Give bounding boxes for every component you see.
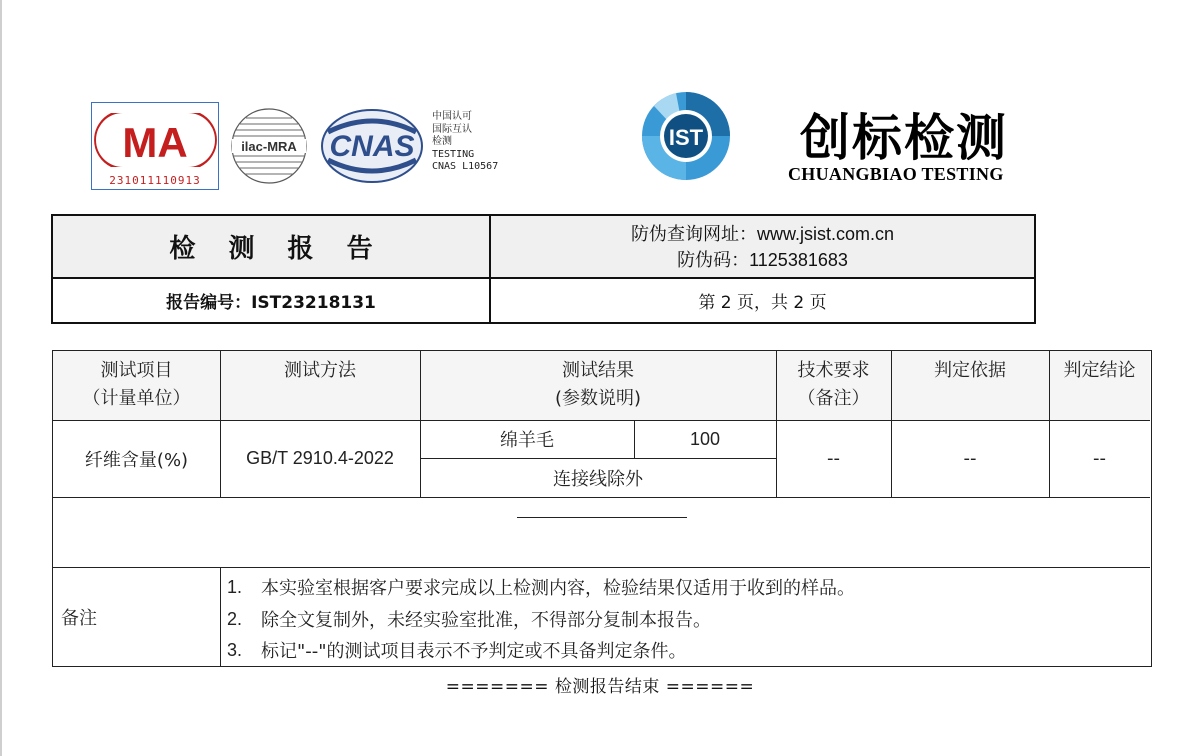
cnas-logo bbox=[320, 108, 424, 184]
cnas-caption-line: 中国认可 bbox=[432, 111, 472, 122]
remark-item bbox=[221, 604, 711, 634]
cma-mark-icon bbox=[93, 105, 218, 175]
cnas-caption bbox=[432, 111, 498, 174]
cell-note: 连接线除外 bbox=[553, 468, 643, 490]
page-info: 第 2 页，共 2 页 bbox=[698, 293, 827, 313]
grid-line bbox=[53, 497, 1150, 498]
cell-tech-req: -- bbox=[827, 448, 840, 469]
grid-line bbox=[776, 351, 777, 497]
col-header-tech-req bbox=[776, 351, 891, 420]
cnas-caption-line: CNAS L10567 bbox=[432, 161, 499, 172]
grid-line bbox=[220, 351, 221, 497]
ilac-mra-logo bbox=[228, 106, 310, 186]
brand-name-en: CHUANGBIAO TESTING bbox=[788, 164, 1004, 184]
grid-line bbox=[634, 420, 635, 458]
blank-separator-line bbox=[517, 517, 687, 518]
grid-line bbox=[220, 567, 221, 666]
col-header-line: 测试方法 bbox=[284, 360, 356, 381]
anti-fake-info bbox=[491, 216, 1034, 279]
grid-line bbox=[891, 351, 892, 497]
grid-line bbox=[420, 351, 421, 497]
ist-logo bbox=[636, 84, 736, 184]
col-header-line: (参数说明) bbox=[554, 388, 642, 409]
remark-text: 除全文复制外，未经实验室批准，不得部分复制本报告。 bbox=[261, 610, 711, 631]
remark-number: 3. bbox=[227, 639, 243, 660]
cnas-caption-line: 国际互认 bbox=[432, 123, 472, 135]
remark-number: 1. bbox=[227, 576, 243, 597]
remarks-label: 备注 bbox=[61, 607, 97, 629]
col-header-item bbox=[53, 351, 220, 420]
anti-fake-url: 防伪查询网址：www.jsist.com.cn bbox=[630, 223, 895, 244]
cnas-caption-line: 检测 bbox=[432, 136, 452, 147]
page-left-edge bbox=[0, 0, 2, 756]
col-header-basis bbox=[891, 351, 1049, 420]
cma-text: MA bbox=[122, 119, 188, 166]
brand-name-cn: 创标检测 bbox=[800, 108, 1008, 167]
cell-conclusion: -- bbox=[1093, 448, 1106, 469]
grid-line bbox=[420, 458, 776, 459]
cma-number: 231011110913 bbox=[109, 174, 201, 187]
report-title: 检 测 报 告 bbox=[53, 216, 491, 279]
cell-item: 纤维含量(%) bbox=[84, 449, 189, 471]
col-header-line: 判定结论 bbox=[1063, 360, 1136, 381]
grid-line bbox=[53, 567, 1150, 568]
anti-fake-code: 防伪码：1125381683 bbox=[677, 249, 848, 270]
col-header-result bbox=[420, 351, 776, 420]
grid-line bbox=[1049, 351, 1050, 497]
cell-basis: -- bbox=[963, 448, 977, 469]
remark-text: 标记"--"的测试项目表示不予判定或不具备判定条件。 bbox=[261, 641, 687, 662]
col-header-conclusion bbox=[1049, 351, 1150, 420]
report-number: 报告编号：IST23218131 bbox=[53, 279, 491, 322]
col-header-method bbox=[220, 351, 420, 420]
remark-item bbox=[221, 572, 855, 602]
remark-item bbox=[221, 635, 687, 665]
col-header-line: 测试结果 bbox=[562, 360, 634, 381]
cma-logo bbox=[91, 102, 219, 190]
col-header-line: （计量单位） bbox=[82, 388, 191, 409]
report-end-marker: ======= 检测报告结束 ====== bbox=[445, 677, 755, 697]
grid-line bbox=[53, 420, 1150, 421]
col-header-line: 技术要求 bbox=[797, 360, 870, 381]
ist-text: IST bbox=[668, 125, 704, 150]
cell-method: GB/T 2910.4-2022 bbox=[246, 448, 394, 468]
results-table bbox=[52, 350, 1152, 667]
col-header-line: （备注） bbox=[797, 388, 870, 409]
remark-text: 本实验室根据客户要求完成以上检测内容，检验结果仅适用于收到的样品。 bbox=[261, 578, 855, 599]
remark-number: 2. bbox=[227, 608, 243, 629]
ilac-text: ilac-MRA bbox=[241, 139, 297, 154]
cell-value: 100 bbox=[689, 428, 721, 449]
col-header-line: 判定依据 bbox=[934, 360, 1006, 381]
cell-fiber: 绵羊毛 bbox=[500, 430, 554, 451]
cnas-caption-line: TESTING bbox=[432, 148, 475, 160]
cnas-text: CNAS bbox=[329, 130, 415, 163]
col-header-line: 测试项目 bbox=[100, 360, 173, 381]
report-header bbox=[51, 214, 1036, 324]
